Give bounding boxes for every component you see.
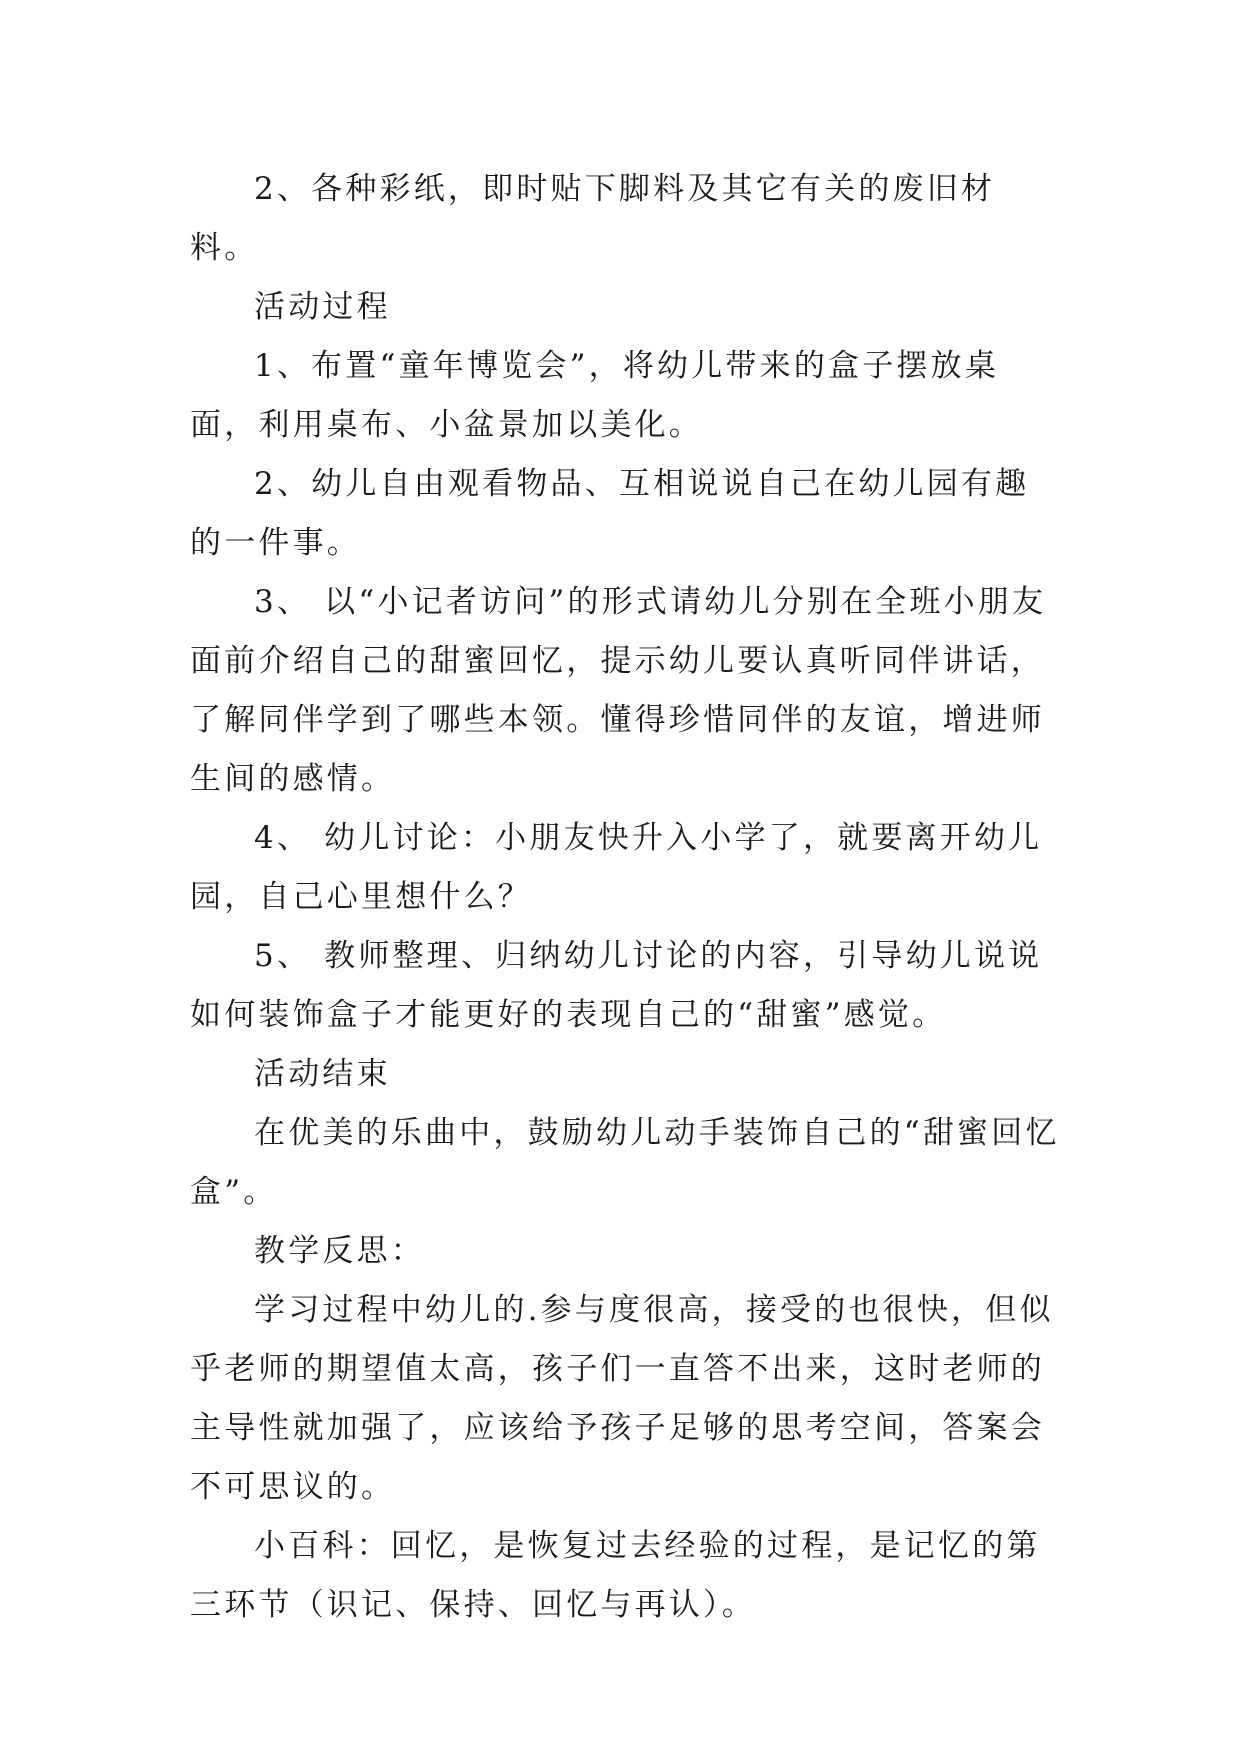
paragraph-reflection: 学习过程中幼儿的.参与度很高，接受的也很快，但似乎老师的期望值太高，孩子们一直答不出来，这时老师的主导性就加强了，应该给予孩子足够的思考空间，答案会不可思议的。: [190, 1292, 1054, 1505]
section-heading-reflection: 教学反思：: [254, 1233, 425, 1269]
paragraph-step-5: 5、 教师整理、归纳幼儿讨论的内容，引导幼儿说说如何装饰盒子才能更好的表现自己的“甜蜜”感觉。: [190, 938, 1043, 1033]
paragraph-ending: 在优美的乐曲中，鼓励幼儿动手装饰自己的“甜蜜回忆盒”。: [190, 1115, 1060, 1210]
document-body: [190, 160, 1060, 1635]
section-heading-ending: 活动结束: [254, 1056, 391, 1092]
paragraph-step-4: 4、 幼儿讨论：小朋友快升入小学了，就要离开幼儿园，自己心里想什么？: [190, 820, 1043, 915]
paragraph-step-3: 3、 以“小记者访问”的形式请幼儿分别在全班小朋友面前介绍自己的甜蜜回忆，提示幼儿要认真听同伴讲话，了解同伴学到了哪些本领。懂得珍惜同伴的友谊，增进师生间的感情。: [190, 584, 1047, 797]
section-heading-process: 活动过程: [254, 289, 391, 325]
paragraph-step-1: 1、布置“童年博览会”，将幼儿带来的盒子摆放桌面，利用桌布、小盆景加以美化。: [190, 348, 1000, 443]
paragraph-encyclopedia: 小百科：回忆，是恢复过去经验的过程，是记忆的第三环节（识记、保持、回忆与再认）。: [190, 1528, 1041, 1623]
paragraph-materials: 2、各种彩纸，即时贴下脚料及其它有关的废旧材料。: [190, 171, 996, 266]
paragraph-step-2: 2、幼儿自由观看物品、互相说说自己在幼儿园有趣的一件事。: [190, 466, 1030, 561]
